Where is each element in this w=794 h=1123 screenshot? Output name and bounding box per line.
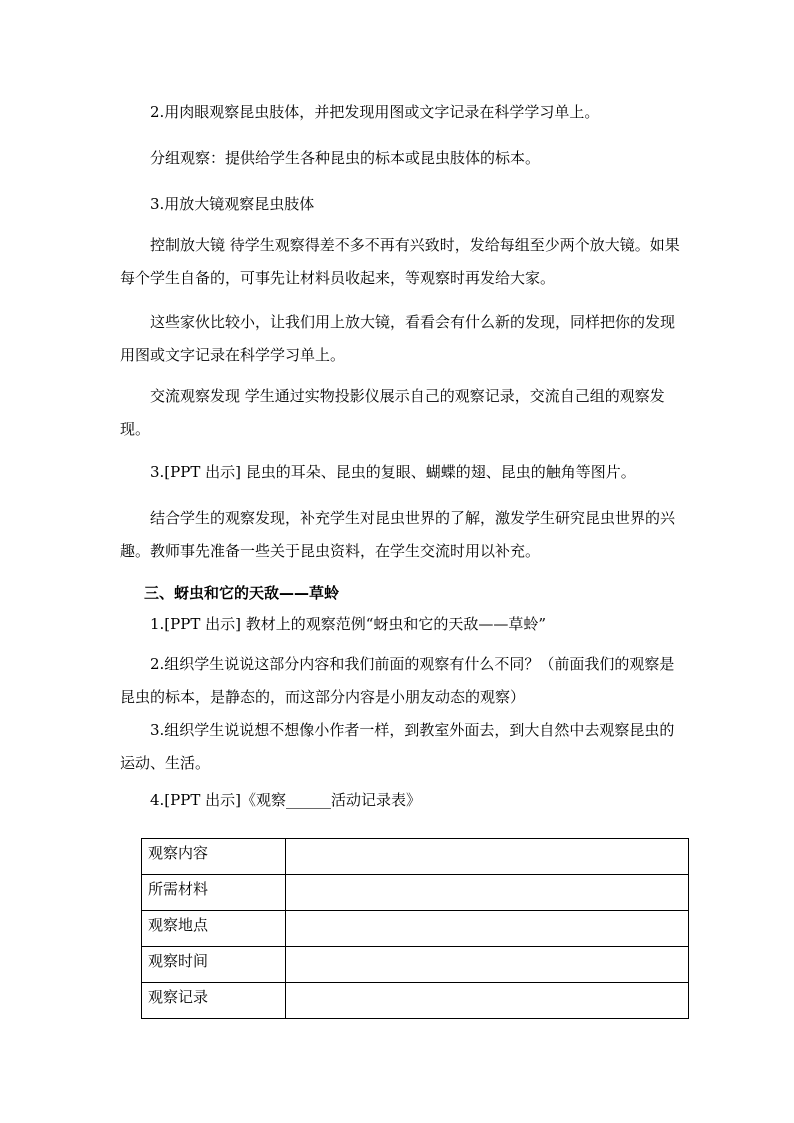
paragraph-1: 2.用肉眼观察昆虫肢体，并把发现用图或文字记录在科学学习单上。	[150, 103, 600, 121]
row-value-cell	[286, 875, 689, 911]
observation-record-table	[141, 838, 689, 1019]
row-value-cell	[286, 947, 689, 983]
row-value-cell	[286, 983, 689, 1019]
section-heading: 三、蚜虫和它的天敌——草蛉	[144, 584, 340, 602]
section-item-1: 1.[PPT 出示] 教材上的观察范例“蚜虫和它的天敌——草蛉”	[150, 615, 547, 633]
paragraph-6: 交流观察发现 学生通过实物投影仪展示自己的观察记录，交流自己组的观察发现。	[120, 387, 665, 438]
row-label: 观察记录	[142, 983, 286, 1019]
section-item-2: 2.组织学生说说这部分内容和我们前面的观察有什么不同？（前面我们的观察是昆虫的标本，是静态的，而这部分内容是小朋友动态的观察）	[120, 655, 675, 706]
paragraph-5: 这些家伙比较小，让我们用上放大镜，看看会有什么新的发现，同样把你的发现用图或文字记录在科学学习单上。	[120, 313, 676, 364]
section-item-3: 3.组织学生说说想不想像小作者一样，到教室外面去，到大自然中去观察昆虫的运动、生活。	[120, 721, 675, 772]
row-label: 观察地点	[142, 911, 286, 947]
table-row	[142, 839, 689, 875]
row-label: 所需材料	[142, 875, 286, 911]
table-row	[142, 875, 689, 911]
paragraph-8: 结合学生的观察发现，补充学生对昆虫世界的了解，激发学生研究昆虫世界的兴趣。教师事先准备一些关于昆虫资料，在学生交流时用以补充。	[120, 509, 676, 560]
row-label: 观察时间	[142, 947, 286, 983]
table-row	[142, 947, 689, 983]
paragraph-2: 分组观察：提供给学生各种昆虫的标本或昆虫肢体的标本。	[150, 149, 541, 167]
paragraph-4: 控制放大镜 待学生观察得差不多不再有兴致时，发给每组至少两个放大镜。如果每个学生自备的，可事先让材料员收起来，等观察时再发给大家。	[120, 236, 680, 287]
paragraph-3: 3.用放大镜观察昆虫肢体	[150, 195, 315, 213]
table-row	[142, 911, 689, 947]
table-row	[142, 983, 689, 1019]
row-label: 观察内容	[142, 839, 286, 875]
section-item-4: 4.[PPT 出示]《观察______活动记录表》	[150, 791, 421, 809]
paragraph-7: 3.[PPT 出示] 昆虫的耳朵、昆虫的复眼、蝴蝶的翅、昆虫的触角等图片。	[150, 463, 636, 481]
row-value-cell	[286, 911, 689, 947]
row-value-cell	[286, 839, 689, 875]
